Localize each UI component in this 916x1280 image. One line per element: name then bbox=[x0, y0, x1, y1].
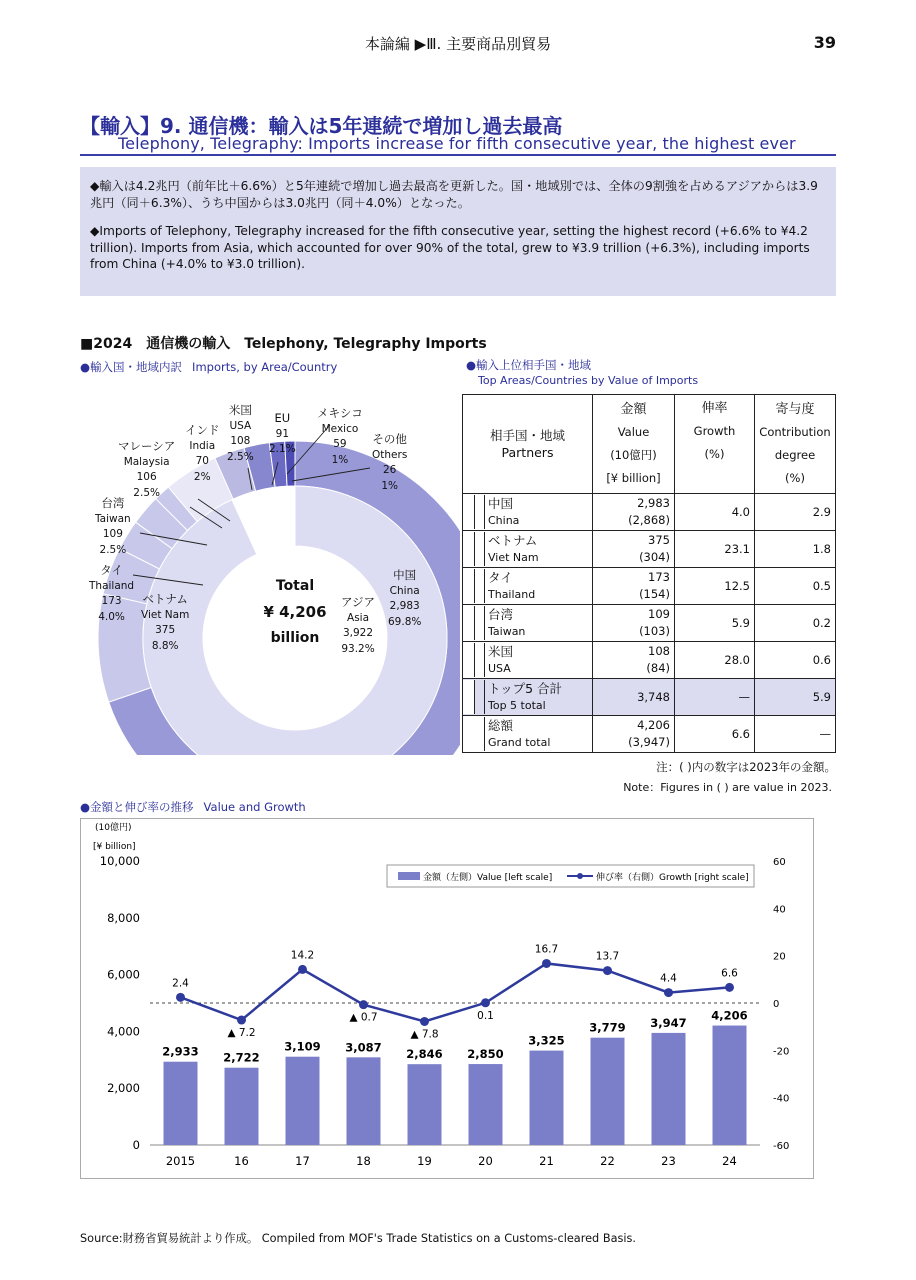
row-name-cell bbox=[463, 642, 593, 679]
label-thailand-en: Thailand bbox=[89, 579, 135, 592]
growth-data-label: ▲ 7.2 bbox=[227, 1027, 256, 1040]
th-partner-jp: 相手国・地域 bbox=[489, 428, 565, 443]
label-mexico-share: 1% bbox=[331, 453, 349, 466]
x-tick-label: 16 bbox=[234, 1154, 249, 1168]
legend-line-label: 伸び率（右側）Growth [right scale] bbox=[596, 873, 749, 883]
row-name-en: Viet Nam bbox=[488, 551, 539, 564]
label-usa-share: 2.5% bbox=[227, 450, 254, 463]
growth-point bbox=[603, 966, 612, 975]
y-tick-label: 6,000 bbox=[107, 967, 140, 982]
growth-data-label: 14.2 bbox=[290, 949, 315, 962]
row-value: 173 bbox=[648, 570, 670, 584]
donut-subtitle-en: Imports, by Area/Country bbox=[192, 360, 338, 374]
top-partners-table bbox=[462, 394, 836, 753]
row-name-jp: 米国 bbox=[488, 644, 514, 659]
label-mexico bbox=[317, 406, 363, 468]
label-asia-jp: アジア bbox=[341, 595, 376, 609]
source-note: Source:財務省貿易統計より作成。 Compiled from MOF's Trade Statistics on a Customs-cleared Basis. bbox=[80, 1232, 636, 1245]
donut-center-label bbox=[255, 573, 335, 651]
th-contrib bbox=[755, 395, 836, 494]
label-vietnam-value: 375 bbox=[155, 624, 176, 636]
label-eu bbox=[269, 411, 296, 458]
th-contrib-en: Contribution bbox=[759, 425, 831, 439]
row-value-cell bbox=[593, 568, 675, 605]
label-china-value: 2,983 bbox=[389, 600, 420, 612]
row-growth: 28.0 bbox=[675, 642, 755, 679]
label-taiwan-share: 2.5% bbox=[99, 543, 127, 556]
y2-tick-label: 20 bbox=[773, 951, 786, 963]
total-value: 4,206 bbox=[637, 718, 670, 732]
value-growth-chart bbox=[80, 818, 816, 1180]
row-contrib: 1.8 bbox=[755, 531, 836, 568]
x-tick-label: 23 bbox=[661, 1154, 676, 1168]
label-india-share: 2% bbox=[193, 470, 211, 483]
table-row bbox=[463, 642, 836, 679]
label-eu-share: 2.1% bbox=[269, 443, 296, 455]
row-growth: 23.1 bbox=[675, 531, 755, 568]
bar-data-label: 2,846 bbox=[406, 1047, 443, 1062]
row-name-jp: 中国 bbox=[488, 496, 514, 511]
growth-data-label: 13.7 bbox=[595, 950, 620, 963]
x-tick-label: 20 bbox=[478, 1154, 493, 1168]
label-china bbox=[388, 568, 421, 630]
label-eu-value: 91 bbox=[275, 427, 290, 440]
top5-name-cell bbox=[463, 679, 593, 716]
table-row bbox=[463, 494, 836, 531]
y2-tick-label: 60 bbox=[773, 857, 786, 868]
row-name-cell bbox=[463, 494, 593, 531]
growth-data-label: 0.1 bbox=[477, 1009, 494, 1022]
top5-name-en: Top 5 total bbox=[488, 699, 546, 712]
row-prev: (103) bbox=[639, 624, 670, 638]
growth-subtitle-en: Value and Growth bbox=[203, 800, 306, 814]
row-name-jp: タイ bbox=[488, 570, 513, 585]
label-india-en: India bbox=[189, 439, 216, 452]
label-others-value: 26 bbox=[382, 464, 397, 476]
th-growth bbox=[675, 395, 755, 494]
row-name-jp: 台湾 bbox=[488, 607, 514, 622]
summary-jp: ◆輸入は4.2兆円（前年比＋6.6%）と5年連続で増加し過去最高を更新した。国・地域別では、全体の9割強を占めるアジアからは3.9兆円（同＋6.3%）、うち中国からは3.0兆円（同＋4.0%）となった。 bbox=[90, 179, 818, 210]
section-title: ■2024 通信機の輸入 Telephony, Telegraphy Imports bbox=[80, 336, 487, 352]
label-taiwan-value: 109 bbox=[102, 528, 123, 540]
y2-tick-label: -20 bbox=[773, 1046, 790, 1058]
label-asia bbox=[341, 595, 375, 657]
page-title-en: Telephony, Telegraphy: Imports increase for fifth consecutive year, the highest ever bbox=[118, 134, 796, 153]
total-name-cell bbox=[463, 716, 593, 753]
bar-value bbox=[347, 1057, 381, 1145]
th-growth-jp: 伸率 bbox=[701, 401, 728, 416]
label-india bbox=[185, 423, 220, 485]
y-axis-unit: (10億円) bbox=[95, 823, 132, 833]
bar-value bbox=[713, 1026, 747, 1145]
table-header-row bbox=[463, 395, 836, 494]
label-taiwan-jp: 台湾 bbox=[101, 496, 125, 510]
donut-center-line2: ¥ 4,206 bbox=[263, 603, 327, 621]
row-name-cell bbox=[463, 605, 593, 642]
label-mexico-value: 59 bbox=[333, 438, 347, 450]
label-thailand-share: 4.0% bbox=[98, 610, 125, 623]
row-value-cell bbox=[593, 642, 675, 679]
label-eu-jp: EU bbox=[274, 411, 291, 425]
th-value-unit-en: [¥ billion] bbox=[606, 471, 661, 485]
growth-data-label: 6.6 bbox=[721, 967, 738, 980]
label-malaysia-jp: マレーシア bbox=[118, 439, 176, 453]
donut-subtitle bbox=[80, 359, 337, 375]
bar-data-label: 3,325 bbox=[528, 1033, 565, 1048]
label-vietnam bbox=[141, 592, 189, 654]
growth-point bbox=[542, 959, 551, 968]
label-malaysia bbox=[118, 439, 175, 501]
y-tick-label: 10,000 bbox=[99, 854, 140, 868]
row-value: 109 bbox=[648, 607, 670, 621]
growth-point bbox=[725, 983, 734, 992]
bar-value bbox=[408, 1064, 442, 1145]
growth-point bbox=[359, 1000, 368, 1009]
label-vietnam-share: 8.8% bbox=[151, 639, 179, 652]
label-usa bbox=[227, 403, 254, 465]
label-asia-en: Asia bbox=[347, 611, 370, 624]
bar-value bbox=[286, 1057, 320, 1145]
table-row bbox=[463, 568, 836, 605]
row-name-en: USA bbox=[488, 662, 511, 675]
chart-legend bbox=[387, 865, 754, 887]
label-usa-en: USA bbox=[229, 419, 252, 432]
row-prev: (84) bbox=[646, 661, 670, 675]
label-asia-share: 93.2% bbox=[341, 642, 375, 655]
title-divider bbox=[80, 154, 836, 156]
top5-growth: — bbox=[675, 679, 755, 716]
x-tick-label: 21 bbox=[539, 1154, 554, 1168]
th-growth-en: Growth bbox=[693, 424, 736, 438]
table-note-en: Note：Figures in ( ) are value in 2023. bbox=[623, 781, 832, 794]
th-contrib-en2: degree bbox=[774, 448, 816, 462]
bar-value bbox=[164, 1062, 198, 1145]
row-growth: 4.0 bbox=[675, 494, 755, 531]
total-growth: 6.6 bbox=[675, 716, 755, 753]
th-partner-en: Partners bbox=[501, 445, 554, 460]
row-value-cell bbox=[593, 494, 675, 531]
bar-value bbox=[469, 1064, 503, 1145]
page-title-jp: 【輸入】9. 通信機：輸入は5年連続で増加し過去最高 bbox=[80, 114, 563, 138]
label-vietnam-jp: ベトナム bbox=[142, 592, 188, 606]
row-value: 2,983 bbox=[637, 496, 670, 510]
th-growth-unit: (%) bbox=[704, 447, 725, 461]
label-thailand bbox=[89, 563, 134, 625]
row-prev: (2,868) bbox=[628, 513, 670, 527]
label-india-jp: インド bbox=[185, 423, 220, 437]
bar-value bbox=[591, 1038, 625, 1145]
bar-data-label: 2,933 bbox=[162, 1044, 199, 1059]
label-taiwan-en: Taiwan bbox=[95, 512, 131, 525]
row-value-cell bbox=[593, 531, 675, 568]
growth-data-label: ▲ 0.7 bbox=[349, 1011, 378, 1024]
row-growth: 5.9 bbox=[675, 605, 755, 642]
label-india-value: 70 bbox=[195, 455, 209, 467]
y2-tick-label: 40 bbox=[773, 904, 786, 916]
total-name-en: Grand total bbox=[488, 736, 551, 749]
bar-data-label: 2,722 bbox=[223, 1050, 260, 1065]
table-row bbox=[463, 605, 836, 642]
bar-data-label: 3,779 bbox=[589, 1020, 626, 1035]
th-value bbox=[593, 395, 675, 494]
row-name-cell bbox=[463, 568, 593, 605]
table-row-total bbox=[463, 716, 836, 753]
y-tick-label: 0 bbox=[132, 1138, 140, 1152]
y2-tick-label: -40 bbox=[773, 1093, 790, 1105]
top5-value: 3,748 bbox=[593, 679, 675, 716]
label-malaysia-value: 106 bbox=[136, 471, 157, 483]
running-header: 本論編 ▶Ⅲ. 主要商品別貿易 bbox=[364, 35, 552, 53]
donut-center-line3: billion bbox=[270, 630, 320, 646]
y-tick-label: 4,000 bbox=[107, 1024, 140, 1039]
total-contrib: — bbox=[755, 716, 836, 753]
label-taiwan bbox=[95, 496, 131, 558]
x-tick-label: 2015 bbox=[165, 1154, 196, 1168]
top5-contrib: 5.9 bbox=[755, 679, 836, 716]
growth-data-label: 2.4 bbox=[172, 977, 189, 990]
bar-data-label: 3,947 bbox=[650, 1015, 687, 1030]
table-row bbox=[463, 531, 836, 568]
page-number: 39 bbox=[813, 33, 836, 52]
bar-value bbox=[530, 1051, 564, 1145]
y-axis-unit-en: [¥ billion] bbox=[93, 842, 136, 852]
bar-data-label: 3,109 bbox=[284, 1039, 321, 1054]
row-contrib: 0.6 bbox=[755, 642, 836, 679]
x-tick-label: 24 bbox=[722, 1154, 737, 1168]
bar-value bbox=[652, 1033, 686, 1145]
table-subtitle-jp: ●輸入上位相手国・地域 bbox=[466, 358, 592, 372]
growth-data-label: ▲ 7.8 bbox=[410, 1028, 439, 1041]
summary-en: ◆Imports of Telephony, Telegraphy increased for the fifth consecutive year, setting the highest record (+6.6% to ¥4.2 trillion). Imports from Asia, which accounted for over 90% of the total, grew to ¥3.9 trillion (+6.3%), including imports from China (+4.0% to ¥3.0 trillion). bbox=[90, 224, 810, 271]
y2-tick-label: 0 bbox=[773, 999, 780, 1010]
growth-point bbox=[298, 965, 307, 974]
label-others-en: Others bbox=[372, 448, 408, 461]
row-name-en: Thailand bbox=[488, 588, 536, 601]
bar-data-label: 3,087 bbox=[345, 1040, 382, 1055]
th-contrib-unit: (%) bbox=[785, 471, 805, 485]
row-name-en: China bbox=[488, 514, 520, 527]
row-value-cell bbox=[593, 605, 675, 642]
label-asia-value: 3,922 bbox=[342, 627, 374, 639]
y-tick-label: 2,000 bbox=[107, 1081, 140, 1096]
total-name-jp: 総額 bbox=[488, 718, 514, 733]
row-name-cell bbox=[463, 531, 593, 568]
table-note-jp: 注：( )内の数字は2023年の金額。 bbox=[656, 760, 836, 774]
label-usa-jp: 米国 bbox=[228, 403, 252, 417]
row-value: 108 bbox=[648, 644, 670, 658]
summary-box bbox=[80, 167, 836, 296]
growth-data-label: 16.7 bbox=[534, 943, 559, 956]
legend-bar-label: 金額（左側）Value [left scale] bbox=[423, 873, 553, 883]
x-tick-label: 18 bbox=[356, 1154, 371, 1168]
label-malaysia-en: Malaysia bbox=[123, 455, 170, 468]
label-others bbox=[372, 432, 407, 494]
row-growth: 12.5 bbox=[675, 568, 755, 605]
table-row-top5 bbox=[463, 679, 836, 716]
growth-point bbox=[481, 998, 490, 1007]
row-contrib: 0.2 bbox=[755, 605, 836, 642]
row-name-jp: ベトナム bbox=[488, 533, 538, 548]
legend-bar-swatch bbox=[398, 872, 420, 880]
y-tick-label: 8,000 bbox=[107, 910, 140, 925]
growth-point bbox=[176, 993, 185, 1002]
x-tick-label: 17 bbox=[295, 1154, 310, 1168]
y2-tick-label: -60 bbox=[773, 1141, 790, 1152]
row-prev: (154) bbox=[639, 587, 670, 601]
label-others-share: 1% bbox=[381, 479, 398, 492]
total-prev: (3,947) bbox=[628, 735, 670, 749]
table-subtitle-en: Top Areas/Countries by Value of Imports bbox=[478, 374, 699, 387]
label-china-jp: 中国 bbox=[393, 568, 417, 582]
row-contrib: 0.5 bbox=[755, 568, 836, 605]
growth-point bbox=[237, 1016, 246, 1025]
row-contrib: 2.9 bbox=[755, 494, 836, 531]
bar-data-label: 4,206 bbox=[711, 1008, 748, 1023]
th-value-jp: 金額 bbox=[620, 402, 647, 417]
th-value-unit: (10億円) bbox=[610, 448, 657, 462]
legend-line-marker bbox=[577, 873, 583, 879]
label-mexico-jp: メキシコ bbox=[317, 406, 363, 420]
row-prev: (304) bbox=[639, 550, 670, 564]
label-vietnam-en: Viet Nam bbox=[141, 608, 190, 621]
total-value-cell bbox=[593, 716, 675, 753]
label-thailand-jp: タイ bbox=[100, 563, 123, 577]
label-mexico-en: Mexico bbox=[321, 422, 359, 435]
growth-point bbox=[664, 988, 673, 997]
th-value-en: Value bbox=[617, 425, 650, 439]
donut-subtitle-jp: ●輸入国・地域内訳 bbox=[80, 360, 183, 374]
label-china-share: 69.8% bbox=[388, 615, 422, 628]
label-malaysia-share: 2.5% bbox=[133, 486, 160, 499]
bar-value bbox=[225, 1068, 259, 1145]
x-tick-label: 19 bbox=[417, 1154, 432, 1168]
donut-center-line1: Total bbox=[275, 578, 315, 594]
bar-data-label: 2,850 bbox=[467, 1047, 504, 1062]
th-contrib-jp: 寄与度 bbox=[775, 402, 815, 417]
growth-data-label: 4.4 bbox=[660, 972, 677, 985]
row-value: 375 bbox=[648, 533, 670, 547]
th-partner bbox=[463, 395, 593, 494]
growth-subtitle-jp: ●金額と伸び率の推移 bbox=[80, 800, 194, 814]
growth-point bbox=[420, 1017, 429, 1026]
row-name-en: Taiwan bbox=[488, 625, 526, 638]
label-usa-value: 108 bbox=[230, 435, 251, 447]
growth-chart-subtitle bbox=[80, 799, 306, 815]
label-china-en: China bbox=[389, 584, 420, 597]
label-others-jp: その他 bbox=[372, 432, 407, 446]
label-thailand-value: 173 bbox=[101, 595, 122, 607]
top5-name-jp: トップ5 合計 bbox=[488, 681, 563, 696]
x-tick-label: 22 bbox=[600, 1154, 615, 1168]
